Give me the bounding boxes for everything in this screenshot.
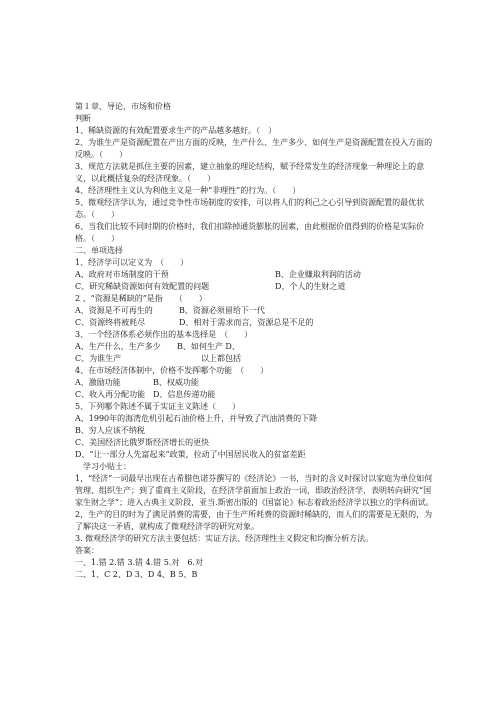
judge-item: 1、稀缺资源的有效配置要求生产的产品越多越好。（ ）: [75, 126, 277, 135]
judge-item: 4、经济理性主义认为利他主义是一种“非理性”的行为。（ ）: [75, 186, 301, 195]
option-b: B、资源必须留给下一代: [179, 306, 265, 315]
option-a: A、1990年的海湾危机引起石油价格上升，并导致了汽油消费的下降: [75, 414, 318, 423]
option-row: [75, 305, 435, 317]
tip-paragraph: 1，“经济”一词最早出现在古希腊色诺芬撰写的《经济论》一书，当时的含义时探讨以家庭为单位如何管理、组织生产；到了重商主义阶段，在经济学前面加上政治一词，即政治经济学，表明转向研究“国家生财之学”；进入古典主义阶段，亚当.斯密出版的《国富论》标志着政治经济学以独立的学科面试。: [75, 474, 434, 507]
option-row: [75, 377, 435, 389]
option-d: D、信息传递功能: [153, 390, 216, 399]
question-2: 2 、“资源是稀缺的”是指 （ ）: [75, 294, 207, 303]
option-row: [75, 281, 435, 293]
question-5: 5、下列哪个陈述不属于实证主义陈述（ ）: [75, 402, 241, 411]
answers-section-1: 一、1.错 2.错 3.错 4.错 5.对 6.对: [75, 558, 203, 567]
question-3: 3、一个经济体系必须作出的基本选择是 （ ）: [75, 330, 253, 339]
section-mc-heading: 二、单项选择: [75, 246, 123, 255]
option-c: C、研究稀缺资源如何有效配置的问题: [75, 282, 210, 291]
option-row: [75, 341, 435, 353]
judge-item: 2、为谁生产是资源配置在产出方面的反映，生产什么、生产多少、如何生产是资源配置在投入方面的反映。（ ）: [75, 138, 433, 159]
option-c: C、美国经济比俄罗斯经济增长的更快: [75, 438, 210, 447]
tips-title: 学习小贴士：: [83, 462, 131, 471]
option-row: [75, 317, 435, 329]
option-d: D、个人的生财之道: [275, 282, 346, 291]
option-b: B、企业赚取利润的活动: [275, 270, 361, 279]
option-b: B、穷人应该不纳税: [75, 426, 145, 435]
option-row: [75, 269, 435, 281]
option-a: A、资源是不可再生的: [75, 306, 153, 315]
tip-paragraph: 3. 微观经济学的研究方法主要包括：实证方法、经济理性主义假定和均衡分析方法。: [75, 534, 374, 543]
question-1: 1、经济学可以定义为 （ ）: [75, 258, 189, 267]
option-b: B、权威功能: [153, 378, 199, 387]
option-row: [75, 353, 435, 365]
chapter-title: 第１章、导论，市场和价格: [75, 102, 171, 111]
judge-item: 5、微观经济学认为，通过竞争性市场制度的安排，可以将人们的利己之心引导到资源配置的最优状态。（ ）: [75, 198, 425, 219]
option-row: [75, 389, 435, 401]
option-d: D、相对于需求而言，资源总是不足的: [179, 318, 314, 327]
answers-title: 答案：: [75, 546, 99, 555]
option-c: C、收入再分配功能: [75, 390, 146, 399]
question-4: 4、在市场经济体制中，价格不发挥哪个功能 （ ）: [75, 366, 269, 375]
document-page: [75, 101, 435, 581]
judge-item: 3、规范方法就是抓住主要的因素，建立抽象的理论结构，赋予经常发生的经济现象一种理论上的意义，以此概括复杂的经济现象。（ ）: [75, 162, 425, 183]
option-d: 以上都包括: [201, 354, 241, 363]
option-c: C、资源终将被耗尽: [75, 318, 146, 327]
answers-section-2: 二、1、C 2、D 3、D 4、B 5、B: [75, 570, 198, 579]
tip-paragraph: 2，生产的目的时为了满足消费的需要，由于生产所耗费的资源时稀缺的，而人们的需要是无限的，为了解决这一矛盾，就构成了微观经济学的研究对象。: [75, 510, 433, 531]
option-a: A、生产什么，生产多少: [75, 342, 161, 351]
option-a: A、政府对市场制度的干预: [75, 270, 169, 279]
option-c: C、为谁生产: [75, 354, 122, 363]
judge-item: 6、当我们比较不同时期的价格时，我们扣除掉通货膨胀的因素，由此根据价值得到的价格是实际价格。（ ）: [75, 222, 425, 243]
option-d: D、“让一部分人先富起来”政策，拉动了中国居民收入的贫富差距: [75, 450, 306, 459]
section-judge-heading: 判断: [75, 114, 91, 123]
option-b: B、如何生产 D、: [177, 342, 240, 351]
option-a: A、激励功能: [75, 378, 121, 387]
